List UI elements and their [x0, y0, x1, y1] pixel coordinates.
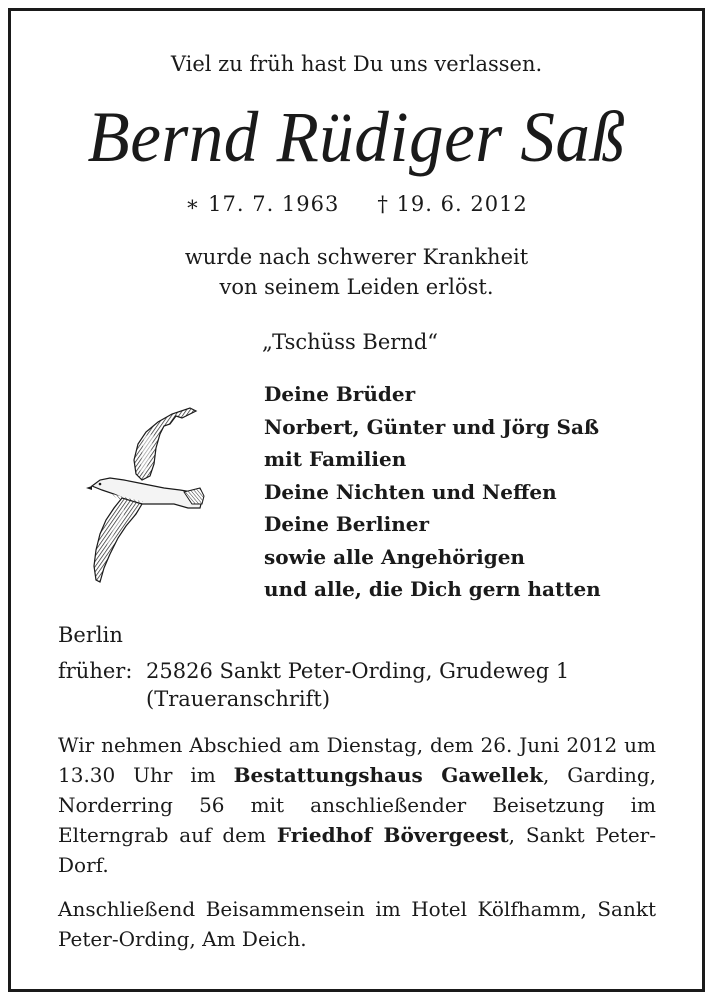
birth-date: ∗ 17. 7. 1963	[185, 192, 340, 216]
former-label: früher:	[58, 659, 133, 683]
funeral-text: Wir nehmen Abschied am Dienstag, dem 26. Juni 2012 um 13.30 Uhr im	[58, 733, 656, 787]
intro-line-2: von seinem Leiden erlöst.	[219, 275, 494, 299]
seagull-icon	[84, 404, 214, 594]
death-date: † 19. 6. 2012	[377, 192, 528, 216]
funeral-text: , Garding, Norderring 56 mit anschließender Beisetzung im Elterngrab auf dem	[58, 763, 656, 847]
mourning-address-note: (Traueranschrift)	[146, 687, 331, 711]
former-address: 25826 Sankt Peter-Ording, Grudeweg 1	[146, 659, 570, 683]
deceased-name: Bernd Rüdiger Saß	[87, 97, 626, 177]
funeral-text: , Sankt Peter-Dorf.	[58, 823, 656, 877]
intro-line-1: wurde nach schwerer Krankheit	[184, 245, 529, 269]
cemetery: Friedhof Bövergeest	[276, 823, 509, 847]
mourners-list	[264, 378, 601, 606]
funeral-details	[58, 730, 656, 880]
mourner-line: Deine Nichten und Neffen	[264, 479, 557, 504]
mourner-line: Deine Brüder	[264, 382, 416, 406]
farewell-quote: „Tschüss Bernd“	[262, 330, 439, 354]
funeral-home: Bestattungshaus Gawellek	[233, 763, 544, 787]
mourner-line: Deine Berliner	[264, 512, 430, 536]
mourner-line: Norbert, Günter und Jörg Saß	[264, 414, 600, 439]
mourner-line: und alle, die Dich gern hatten	[264, 577, 601, 601]
life-dates	[0, 190, 713, 218]
mourner-line: sowie alle Angehörigen	[264, 544, 525, 569]
motto: Viel zu früh hast Du uns verlassen.	[170, 52, 543, 76]
mourner-line: mit Familien	[264, 447, 407, 471]
gathering-details: Anschließend Beisammensein im Hotel Kölfhamm, Sankt Peter-Ording, Am Deich.	[58, 897, 656, 951]
city: Berlin	[58, 623, 123, 647]
